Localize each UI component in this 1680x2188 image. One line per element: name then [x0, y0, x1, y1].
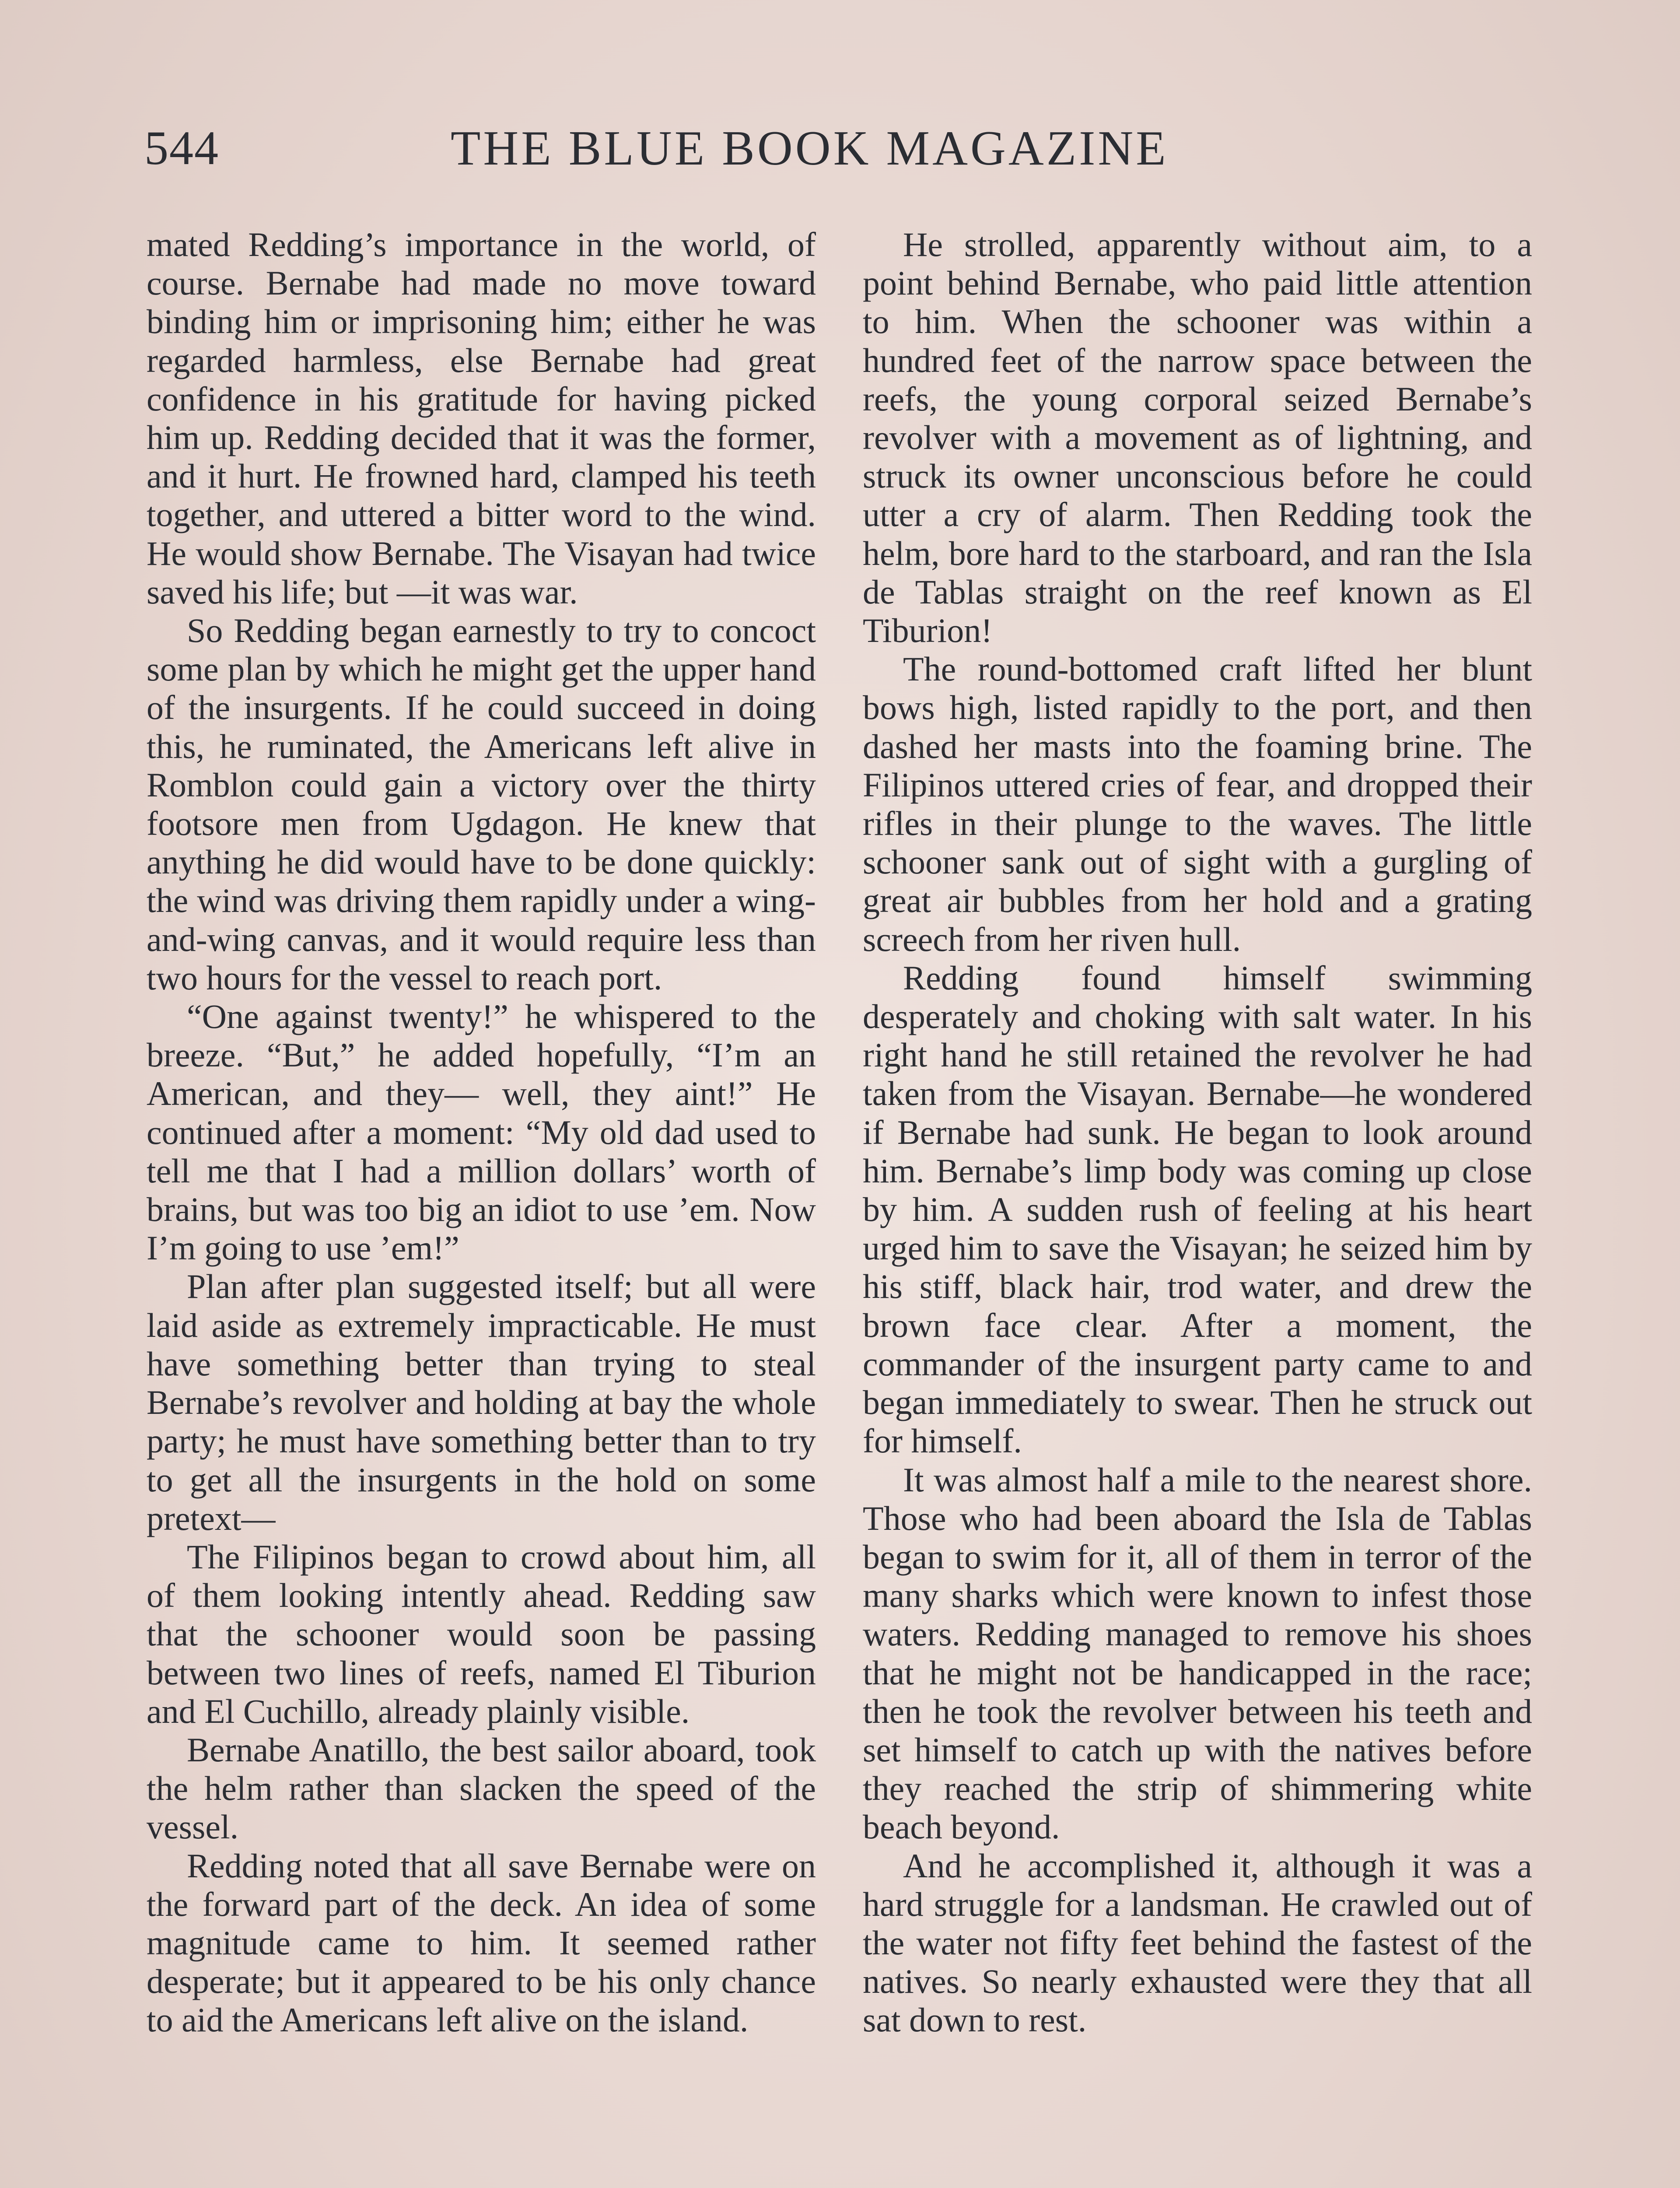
paragraph: Plan after plan suggested itself; but all were laid aside as extremely impracticable. He must have something better than trying to steal Bernabe’s revolver and holding at bay the whole party; he must have something better than to try to get all the insurgents in the hold on some pretext—	[147, 1267, 816, 1537]
paragraph: Redding noted that all save Bernabe were on the forward part of the deck. An idea of some magnitude came to him. It seemed rather desperate; but it appeared to be his only chance to aid the Americans left alive on the island.	[147, 1846, 816, 2039]
paragraph: Redding found himself swimming desperately and choking with salt water. In his right hand he still retained the revolver he had taken from the Visayan. Bernabe—he wondered if Bernabe had sunk. He began to look around him. Bernabe’s limp body was coming up close by him. A sudden rush of feeling at his heart urged him to save the Visayan; he seized him by his stiff, black hair, trod water, and drew the brown face clear. After a moment, the commander of the insurgent party came to and began immediately to swear. Then he struck out for himself.	[863, 958, 1532, 1460]
paragraph: He strolled, apparently without aim, to a point behind Bernabe, who paid little attention to him. When the schooner was within a hundred feet of the narrow space between the reefs, the young corporal seized Bernabe’s revolver with a movement as of lightning, and struck its owner unconscious before he could utter a cry of alarm. Then Redding took the helm, bore hard to the starboard, and ran the Isla de Tablas straight on the reef known as El Tiburion!	[863, 225, 1532, 650]
paragraph: So Redding began earnestly to try to concoct some plan by which he might get the upper hand of the insurgents. If he could succeed in doing this, he ruminated, the Americans left alive in Romblon could gain a victory over the thirty footsore men from Ugdagon. He knew that anything he did would have to be done quickly: the wind was driving them rapidly under a wing-and-wing canvas, and it would require less than two hours for the vessel to reach port.	[147, 611, 816, 997]
paragraph: It was almost half a mile to the nearest shore. Those who had been aboard the Isla de Tablas began to swim for it, all of them in terror of the many sharks which were known to infest those waters. Redding managed to remove his shoes that he might not be handicapped in the race; then he took the revolver between his teeth and set himself to catch up with the natives before they reached the strip of shimmering white beach beyond.	[863, 1460, 1532, 1846]
page-number: 544	[144, 121, 219, 175]
paragraph: “One against twenty!” he whispered to the breeze. “But,” he added hopefully, “I’m an American, and they— well, they aint!” He continued after a moment: “My old dad used to tell me that I had a million dollars’ worth of brains, but was too big an idiot to use ’em. Now I’m going to use ’em!”	[147, 997, 816, 1267]
paragraph: Bernabe Anatillo, the best sailor aboard, took the helm rather than slacken the speed of the vessel.	[147, 1730, 816, 1846]
magazine-title: THE BLUE BOOK MAGAZINE	[451, 121, 1169, 175]
right-column	[863, 225, 1532, 2040]
paragraph: The Filipinos began to crowd about him, all of them looking intently ahead. Redding saw that the schooner would soon be passing between two lines of reefs, named El Tiburion and El Cuchillo, already plainly visible.	[147, 1537, 816, 1730]
page-header	[144, 120, 1536, 190]
paragraph: The round-bottomed craft lifted her blunt bows high, listed rapidly to the port, and then dashed her masts into the foaming brine. The Filipinos uttered cries of fear, and dropped their rifles in their plunge to the waves. The little schooner sank out of sight with a gurgling of great air bubbles from her hold and a grating screech from her riven hull.	[863, 650, 1532, 958]
paragraph: mated Redding’s importance in the world, of course. Bernabe had made no move toward binding him or imprisoning him; either he was regarded harmless, else Bernabe had great confidence in his gratitude for having picked him up. Redding decided that it was the former, and it hurt. He frowned hard, clamped his teeth together, and uttered a bitter word to the wind. He would show Bernabe. The Visayan had twice saved his life; but —it was war.	[147, 225, 816, 611]
left-column	[147, 225, 816, 2040]
paragraph: And he accomplished it, although it was a hard struggle for a landsman. He crawled out of the water not fifty feet behind the fastest of the natives. So nearly exhausted were they that all sat down to rest.	[863, 1846, 1532, 2039]
